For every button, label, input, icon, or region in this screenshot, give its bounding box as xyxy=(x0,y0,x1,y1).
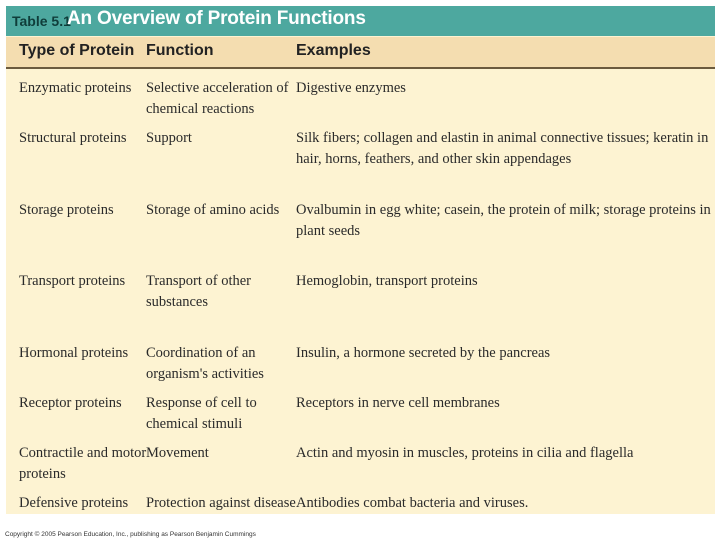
cell-function: Coordination of an organism's activities xyxy=(146,345,264,382)
cell-function: Storage of amino acids xyxy=(146,202,280,218)
table-header-row xyxy=(6,37,715,69)
cell-function: Protection against disease xyxy=(146,495,296,511)
table-title: An Overview of Protein Functions xyxy=(67,8,366,29)
table-title-bar xyxy=(6,6,715,36)
cell-examples: Ovalbumin in egg white; casein, the protein of milk; storage proteins in plant seeds xyxy=(296,202,711,239)
cell-function: Transport of other substances xyxy=(146,273,251,310)
cell-function: Support xyxy=(146,130,192,146)
cell-function: Response of cell to chemical stimuli xyxy=(146,395,257,432)
cell-type: Hormonal proteins xyxy=(19,345,129,361)
header-examples: Examples xyxy=(296,42,371,59)
cell-function: Movement xyxy=(146,445,209,461)
cell-type: Storage proteins xyxy=(19,202,114,218)
cell-type: Defensive proteins xyxy=(19,495,129,511)
header-type-of-protein: Type of Protein xyxy=(19,42,135,59)
cell-examples: Silk fibers; collagen and elastin in animal connective tissues; keratin in hair, horns, feathers, and other skin appendages xyxy=(296,130,709,167)
cell-type: Contractile and motor proteins xyxy=(19,445,147,482)
cell-type: Receptor proteins xyxy=(19,395,122,411)
cell-type: Transport proteins xyxy=(19,273,126,289)
header-function: Function xyxy=(146,42,214,59)
cell-examples: Receptors in nerve cell membranes xyxy=(296,395,500,411)
cell-function: Selective acceleration of chemical reactions xyxy=(146,80,289,117)
protein-functions-table xyxy=(6,6,715,514)
copyright-notice: Copyright © 2005 Pearson Education, Inc., publishing as Pearson Benjamin Cummings xyxy=(5,531,256,538)
cell-type: Structural proteins xyxy=(19,130,127,146)
cell-examples: Antibodies combat bacteria and viruses. xyxy=(296,495,529,511)
cell-examples: Actin and myosin in muscles, proteins in cilia and flagella xyxy=(296,445,634,461)
cell-type: Enzymatic proteins xyxy=(19,80,132,96)
cell-examples: Hemoglobin, transport proteins xyxy=(296,273,478,289)
table-number: Table 5.1 xyxy=(12,13,71,29)
cell-examples: Insulin, a hormone secreted by the pancreas xyxy=(296,345,551,361)
cell-examples: Digestive enzymes xyxy=(296,80,406,96)
